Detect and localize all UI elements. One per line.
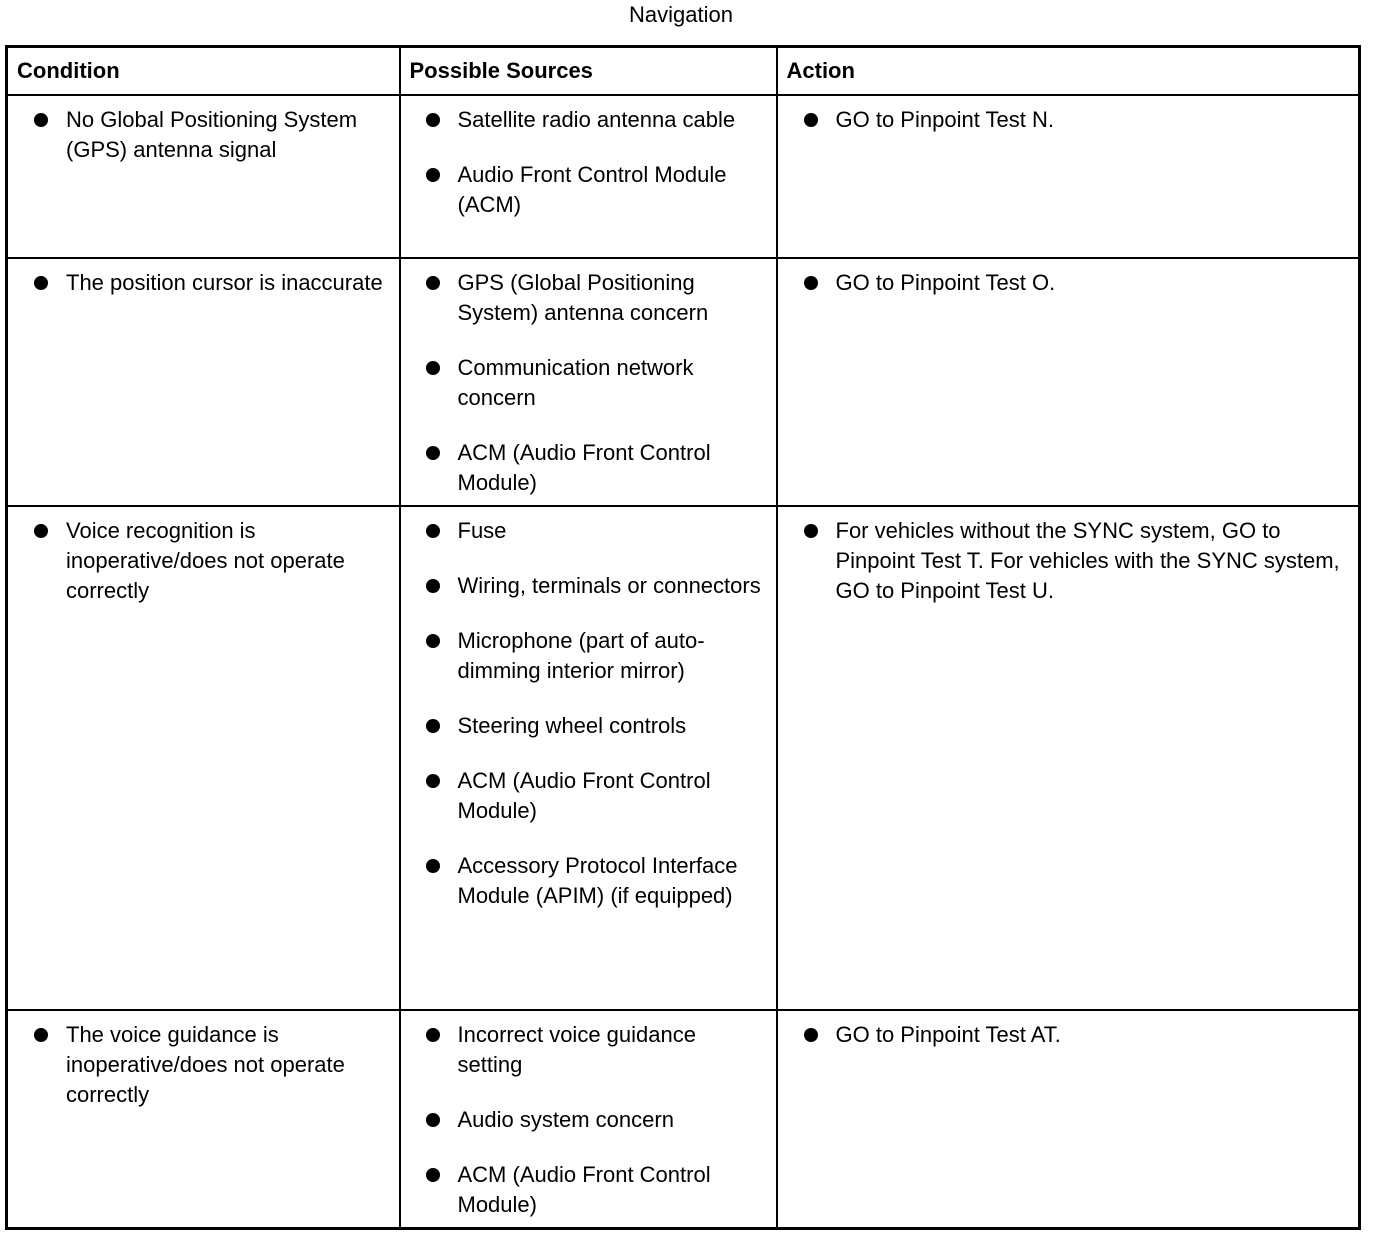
bullet-icon (426, 859, 440, 873)
bullet-icon (426, 719, 440, 733)
bullet-icon (34, 276, 48, 290)
sources-cell (400, 95, 777, 258)
list-item: GO to Pinpoint Test N. (778, 105, 1349, 135)
bullet-icon (34, 1028, 48, 1042)
list-item: Voice recognition is inoperative/does not operate correctly (8, 516, 389, 606)
list-item: For vehicles without the SYNC system, GO to Pinpoint Test T. For vehicles with the SYNC system, GO to Pinpoint Test U. (778, 516, 1349, 606)
bullet-icon (426, 446, 440, 460)
table-caption: Navigation (629, 2, 733, 27)
header-action: Action (777, 47, 1360, 95)
list-item: GPS (Global Positioning System) antenna concern (401, 268, 766, 328)
list-item: GO to Pinpoint Test AT. (778, 1020, 1349, 1050)
list-item: GO to Pinpoint Test O. (778, 268, 1349, 298)
table-row (7, 506, 1360, 1010)
action-cell (777, 258, 1360, 506)
bullet-icon (426, 524, 440, 538)
bullet-icon (426, 1113, 440, 1127)
list-item: Audio system concern (401, 1105, 766, 1135)
sources-cell (400, 1010, 777, 1229)
list-item: Audio Front Control Module (ACM) (401, 160, 766, 220)
bullet-icon (426, 276, 440, 290)
bullet-icon (426, 1168, 440, 1182)
condition-cell (7, 506, 400, 1010)
diagnostic-table (5, 45, 1361, 1230)
action-cell (777, 95, 1360, 258)
list-item: ACM (Audio Front Control Module) (401, 1160, 766, 1220)
list-item: Communication network concern (401, 353, 766, 413)
list-item: Wiring, terminals or connectors (401, 571, 766, 601)
list-item: The voice guidance is inoperative/does not operate correctly (8, 1020, 389, 1110)
table-row (7, 95, 1360, 258)
list-item: No Global Positioning System (GPS) antenna signal (8, 105, 389, 165)
list-item: Fuse (401, 516, 766, 546)
table-header-row (7, 47, 1360, 95)
header-condition: Condition (7, 47, 400, 95)
bullet-icon (426, 634, 440, 648)
condition-cell (7, 95, 400, 258)
bullet-icon (804, 276, 818, 290)
bullet-icon (804, 524, 818, 538)
sources-cell (400, 506, 777, 1010)
table-row (7, 258, 1360, 506)
condition-cell (7, 1010, 400, 1229)
bullet-icon (804, 113, 818, 127)
list-item: The position cursor is inaccurate (8, 268, 389, 298)
action-cell (777, 1010, 1360, 1229)
list-item: Microphone (part of auto-dimming interior mirror) (401, 626, 766, 686)
list-item: Steering wheel controls (401, 711, 766, 741)
bullet-icon (426, 1028, 440, 1042)
bullet-icon (426, 113, 440, 127)
bullet-icon (34, 113, 48, 127)
bullet-icon (426, 774, 440, 788)
header-possible-sources: Possible Sources (400, 47, 777, 95)
bullet-icon (426, 168, 440, 182)
bullet-icon (804, 1028, 818, 1042)
table-row (7, 1010, 1360, 1229)
list-item: Incorrect voice guidance setting (401, 1020, 766, 1080)
bullet-icon (34, 524, 48, 538)
list-item: Satellite radio antenna cable (401, 105, 766, 135)
list-item: Accessory Protocol Interface Module (APIM) (if equipped) (401, 851, 766, 911)
bullet-icon (426, 361, 440, 375)
sources-cell (400, 258, 777, 506)
list-item: ACM (Audio Front Control Module) (401, 438, 766, 498)
action-cell (777, 506, 1360, 1010)
bullet-icon (426, 579, 440, 593)
condition-cell (7, 258, 400, 506)
list-item: ACM (Audio Front Control Module) (401, 766, 766, 826)
